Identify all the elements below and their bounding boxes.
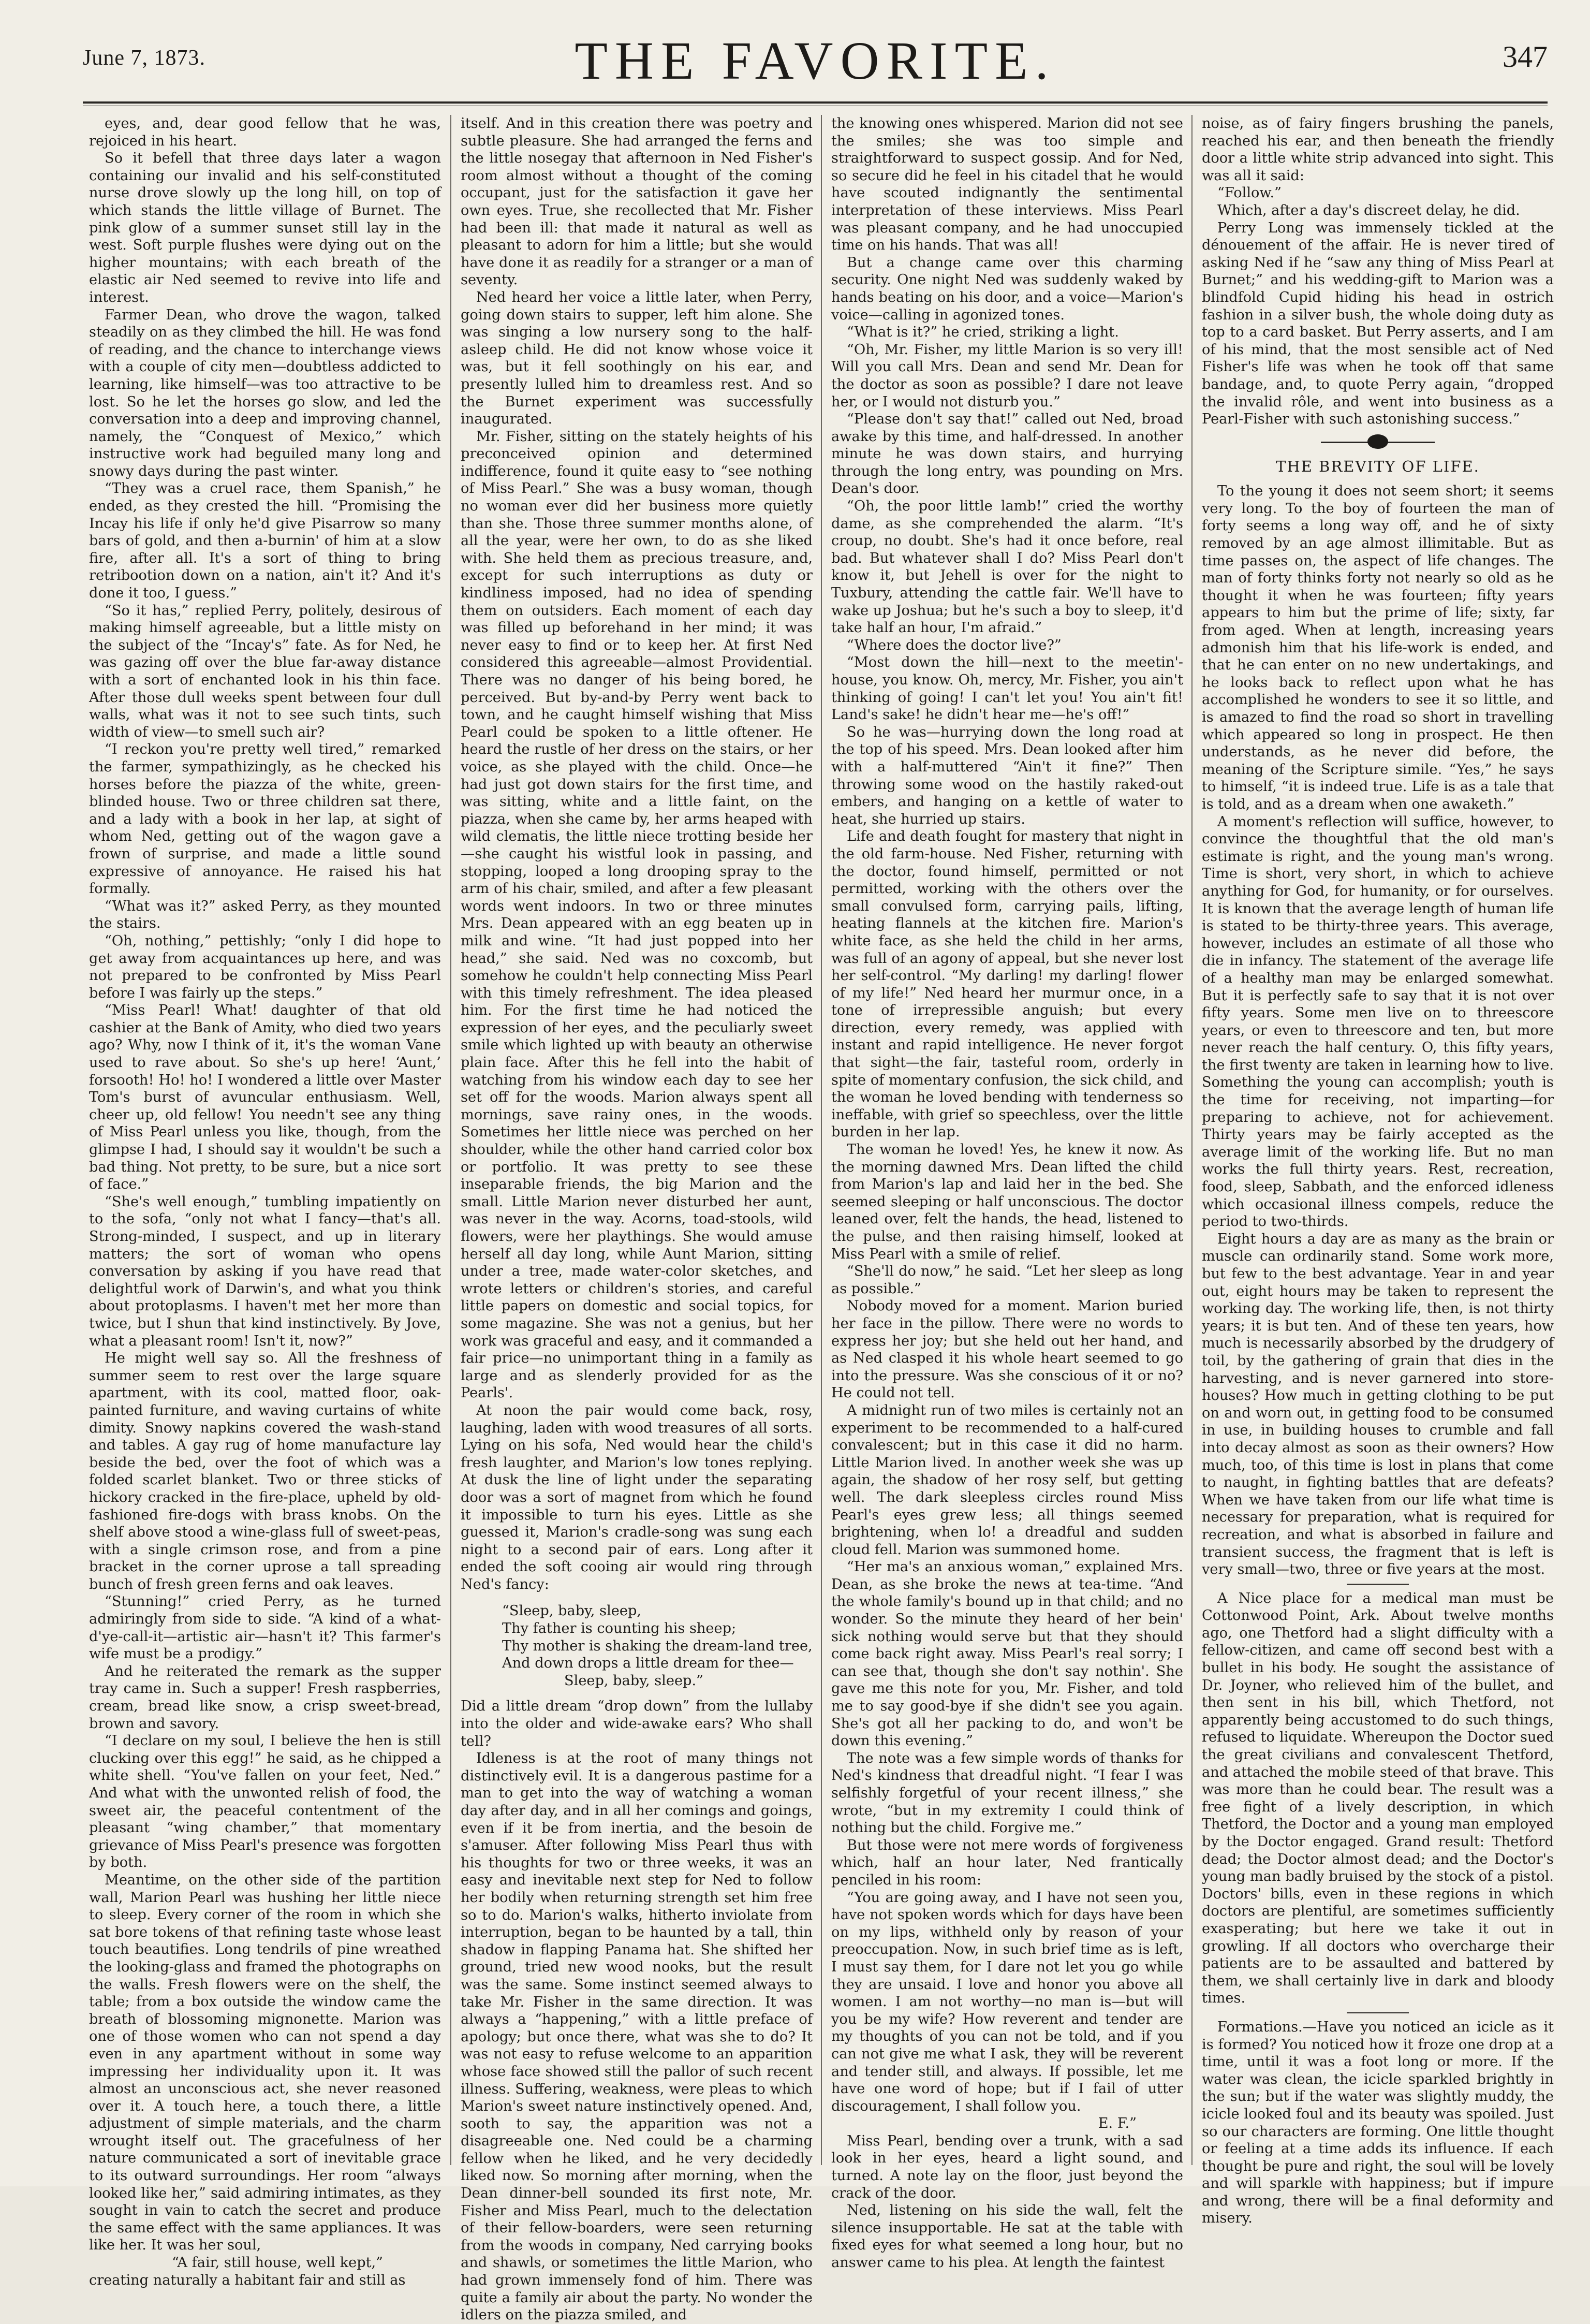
page-header: [83, 21, 1548, 93]
page-number: 347: [1503, 40, 1548, 74]
header-rule: [83, 101, 1548, 104]
paragraph: “Follow.”: [1217, 185, 1282, 201]
paragraph: “Her ma's an anxious woman,” explained Mrs. Dean, as she broke the news at tea-time. “And the whole family's bound up in that child; and no wonder. So the minute they heard of her bein' sick nothing would serve but that they should come back right away. Miss Pearl's real sorry; I can see that, though she don't say nothin'. She gave me this note for you, Mr. Fisher, and told me to say good-bye if she didn't see you again. She's got all her packing to do, and won't be down this evening.”: [831, 1559, 1183, 1749]
paragraph: Perry Long was immensely tickled at the dénouement of the affair. He is never tired of asking Ned if he “saw any thing of Miss Pearl at Burnet;” and his wedding-gift to Marion was a blindfold Cupid hiding his head in ostrich fashion in a silver bush, the whole doing duty as top to a card basket. But Perry asserts, and I am of his mind, that the most sensible act of Ned Fisher's life was when he took off that same bandage, and, to quote Perry again, “dropped the invalid rôle, and went into business as a Pearl-Fisher with such astonishing success.”: [1202, 220, 1554, 428]
letter-text: “You are going away, and I have not seen you, have not spoken words which for days have been on my lips, withheld only by reason of your preoccupation. Now, in such brief time as is left, I must say them, for I dare not let you go while they are unsaid. I love and honor you above all women. I am not worthy—no man is—but will you be my wife? How reverent and tender are my thoughts of you can not be told, and if you can not give me what I ask, they will be reverent and tender still, and always. If possible, let me have one word of hope; but if I fail of utter discouragement, I shall follow you.: [831, 1889, 1183, 2114]
paragraph: creating naturally a habitant fair and still as: [89, 2272, 406, 2288]
column-divider: [450, 115, 451, 2165]
issue-date: June 7, 1873.: [83, 46, 205, 70]
article-title: THE BREVITY OF LIFE.: [1276, 457, 1480, 475]
paragraph: noise, as of fairy fingers brushing the panels, reached his ear, and then beneath the friendly door a little white strip advanced into sight. This was all it said:: [1202, 115, 1554, 184]
paragraph: Ned, listening on his side the wall, felt the silence insupportable. He sat at the table with fixed eyes for what seemed a long hour, but no answer came to his plea. At length the faintest: [831, 2202, 1183, 2271]
letter-signature: E. F.”: [1098, 2115, 1137, 2132]
paragraph: “They was a cruel race, them Spanish,” he ended, as they crested the hill. “Promising the Incay his life if only he'd give Pisarrow so many bars of gold, and then a-burnin' of him at a slow fire, after all. It's a sort of thing to bring retribootion down on a nation, ain't it? And it's done it too, I guess.”: [89, 480, 441, 602]
column-divider: [821, 115, 822, 2165]
paragraph: Farmer Dean, who drove the wagon, talked steadily on as they climbed the hill. He was fond of reading, and the chance to interchange views with a couple of city men—doubtless addicted to learning, like himself—was too attractive to be lost. So he let the horses go slow, and led the conversation into a deep and improving channel, namely, the “Conquest of Mexico,” which instructive work had beguiled many long and snowy days during the past winter.: [89, 306, 441, 479]
paragraph: “So it has,” replied Perry, politely, desirous of making himself agreeable, but a little misty on the subject of the “Incay's” fate. As for Ned, he was gazing off over the blue far-away distance with a sort of enchanted look in his thin face. After those dull weeks spent between four dull walls, what was it not to see such tints, such width of view—to smell such air?: [89, 602, 441, 740]
paragraph: “Where does the doctor live?”: [847, 637, 1062, 653]
paragraph: At noon the pair would come back, rosy, laughing, laden with wood treasures of all sorts. Lying on his sofa, Ned would hear the child's fresh laughter, and Marion's low tones replying. At dusk the line of light under the separating door was a sort of magnet from which he found it impossible to turn his eyes. Little as she guessed it, Marion's cradle-song was sung each night to a second pair of ears. Long after it ended the soft cooing air would ring through Ned's fancy:: [461, 1402, 813, 1592]
paragraph: “Most down the hill—next to the meetin'-house, you know. Oh, mercy, Mr. Fisher, you ain't thinking of going! I can't let you! You ain't fit! Land's sake! he didn't hear me—he's off!”: [831, 654, 1183, 723]
paragraph: “I declare on my soul, I believe the hen is still clucking over this egg!” he said, as he chipped a white shell. “You've fallen on your feet, Ned.” And what with the unwonted relish of food, the sweet air, the peaceful contentment of the pleasant “wing chamber,” that momentary grievance of Miss Pearl's presence was forgotten by both.: [89, 1733, 441, 1871]
item-divider: [1202, 1578, 1554, 1590]
paragraph: “Miss Pearl! What! daughter of that old cashier at the Bank of Amity, who died two years ago? Why, now I think of it, it's the woman Vane used to rave about. So she's up here! ‘Aunt,’ forsooth! Ho! ho! I wondered a little over Master Tom's burst of avuncular enthusiasm. Well, cheer up, old fellow! You needn't see any thing of Miss Pearl unless you like, though, from the glimpse I had, I should say it wouldn't be such a bad thing. Not pretty, to be sure, but a nice sort of face.”: [89, 1002, 441, 1193]
paragraph: To the young it does not seem short; it seems very long. To the boy of fourteen the man of forty seems a long way off, and he of sixty removed by an age almost illimitable. But as time passes on, the aspect of life changes. The man of forty thinks forty not nearly so old as he thought it when he was fourteen; fifty years appears to him but the prime of life; sixty, far from aged. When at length, increasing years admonish him that his life-work is ended, and that he can enter on no new undertakings, and he looks back to reflect upon what he has accomplished he wonders to see it so little, and is amazed to find the road so short in travelling which appeared so long in prospect. He then understands, as he never did before, the meaning of the Scripture simile. “Yes,” he says to himself, “it is indeed true. Life is as a tale that is told, and as a dream when one awaketh.”: [1202, 483, 1554, 812]
paragraph: So it befell that three days later a wagon containing our invalid and his self-constituted nurse drove slowly up the long hill, on top of which stands the little village of Burnet. The pink glow of a summer sunset still lay in the west. Soft purple flushes were dying out on the higher mountains; with each breath of the elastic air Ned seemed to revive into life and interest.: [89, 150, 441, 305]
lullaby-refrain: Sleep, baby, sleep.”: [564, 1672, 704, 1689]
news-item: Formations.—Have you noticed an icicle as it is formed? You noticed how it froze one drop at a time, until it was a foot long or more. If the water was clean, the icicle sparkled brightly in the sun; but if the water was slightly muddy, the icicle looked foul and its beauty was spoiled. Just so our characters are forming. One little thought or feeling at a time adds its influence. If each thought be pure and right, the soul will be lovely and will sparkle with happiness; but if impure and wrong, there will be a final deformity and misery.: [1202, 2019, 1554, 2227]
paragraph: He might well say so. All the freshness of summer seem to rest over the large square apartment, with its cool, matted floor, oak-painted furniture, and waving curtains of white dimity. Snowy napkins covered the wash-stand and tables. A gay rug of home manufacture lay beside the bed, over the foot of which was a folded scarlet blanket. Two or three sticks of hickory cracked in the fire-place, upheld by old-fashioned fire-dogs with brass knobs. On the shelf above stood a wine-glass full of sweet-peas, with a single crimson rose, and from a pine bracket in the corner uprose a tall spreading bunch of fresh green ferns and oak leaves.: [89, 1350, 441, 1592]
section-ornament: [1202, 428, 1554, 456]
paragraph: And he reiterated the remark as the supper tray came in. Such a supper! Fresh raspberries, cream, bread like snow, a crisp sweet-bread, brown and savory.: [89, 1663, 441, 1732]
paragraph: “Stunning!” cried Perry, as he turned admiringly from side to side. “A kind of a what-d'ye-call-it—artistic air—hasn't it? This farmer's wife must be a prodigy.”: [89, 1594, 441, 1662]
paragraph: So he was—hurrying down the long road at the top of his speed. Mrs. Dean looked after him with a half-muttered “Ain't it fine?” Then throwing some wood on the hastily raked-out embers, and hanging on a kettle of water to heat, she hurried up stairs.: [831, 724, 1183, 827]
paragraph: Idleness is at the root of many things not distinctively evil. It is a dangerous pastime for a man to get into the way of watching a woman day after day, and in all her comings and goings, even if it be from inertia, and the besoin de s'amuser. After following Miss Pearl thus with his thoughts for two or three weeks, it was an easy and inevitable next step for Ned to follow her bodily when returning strength set him free so to do. Marion's walks, hitherto inviolate from interruption, began to be haunted by a tall, thin shadow in flapping Panama hat. She shifted her ground, tried new wood nooks, but the result was the same. Some instinct seemed always to take Mr. Fisher in the same direction. It was always a “happening,” with a little preface of apology; but once there, what was she to do? It was not easy to refuse welcome to an apparition whose face showed still the pallor of such recent illness. Suffering, weakness, were pleas to which Marion's sweet nature instinctively opened. And, sooth to say, the apparition was not a disagreeable one. Ned could be a charming fellow when he liked, and he very decidedly liked now. So morning after morning, when the Dean dinner-bell sounded its first note, Mr. Fisher and Miss Pearl, much to the delectation of their fellow-boarders, were seen returning from the woods in company, Ned carrying books and shawls, or sometimes the little Marion, who had grown immensely fond of him. There was quite a family air about the party. No wonder the idlers on the piazza smiled, and: [461, 1750, 813, 2323]
lullaby-verse: “Sleep, baby, sleep, Thy father is counting his sheep; Thy mother is shaking the dream-land tree, And down drops a little dream for thee—: [502, 1603, 813, 1672]
paragraph: “I reckon you're pretty well tired,” remarked the farmer, sympathizingly, as he checked his horses before the piazza of the white, green-blinded house. Two or three children sat there, and a lady with a book in her lap, at sight of whom Ned, getting out of the wagon gave a frown of surprise, and made a little sound expressive of annoyance. He raised his hat formally.: [89, 741, 441, 897]
paragraph: Meantime, on the other side of the partition wall, Marion Pearl was hushing her little niece to sleep. Every corner of the room in which she sat bore tokens of that refining taste whose least touch beautifies. Long tendrils of pine wreathed the looking-glass and framed the photographs on the walls. Fresh flowers were on the shelf, the table; from a box outside the window came the breath of blossoming mignonette. Marion was one of those women who can not spend a day even in any apartment without in some way impressing her individuality upon it. It was almost an unconscious act, she never reasoned over it. A touch here, a touch there, a little adjustment of simple materials, and the charm wrought itself out. The gracefulness of her nature communicated a sort of inevitable grace to its outward surroundings. Her room “always looked like her,” said admiring intimates, as they sought in vain to catch the secret and produce the same effect with the same appliances. It was like her. It was her soul,: [89, 1872, 441, 2254]
paragraph: itself. And in this creation there was poetry and subtle pleasure. She had arranged the ferns and the little nosegay that afternoon in Ned Fisher's room almost without a thought of the coming occupant, just for the satisfaction it gave her own eyes. True, she recollected that Mr. Fisher had been ill: that made it natural as well as pleasant to adorn for him a little; but she would have done it as readily for a stranger or a man of seventy.: [461, 115, 813, 288]
quotation-line: “A fair, still house, well kept,”: [172, 2255, 384, 2271]
paragraph: eyes, and, dear good fellow that he was, rejoiced in his heart.: [89, 115, 441, 149]
paragraph: The note was a few simple words of thanks for Ned's kindness that dreadful night. “I fear I was selfishly forgetful of your recent illness,” she wrote, “but in my extremity I could think of nothing but the child. Forgive me.”: [831, 1750, 1183, 1836]
news-item: A Nice place for a medical man must be Cottonwood Point, Ark. About twelve months ago, one Thetford had a slight difficulty with a fellow-citizen, and came off second best with a bullet in his body. He sought the assistance of Dr. Joyner, who relieved him of the bullet, and then sent in his bill, which Thetford, not apparently being accustomed to do such things, refused to liquidate. Whereupon the Doctor sued the great civilians and convalescent Thetford, and attached the mobile steed of that brave. This was more than he could bear. The result was a free fight of a lively description, in which Thetford, the Doctor and a young man employed by the Doctor engaged. Grand result: Thetford dead; the Doctor almost dead; and the Doctor's young man badly bruised by the stock of a pistol. Doctors' bills, even in these regions in which doctors are plentiful, are sometimes sufficiently exasperating; but here we take it out in growling. If all doctors who overcharge their patients are to be assaulted and battered by them, we shall certainly live in dark and bloody times.: [1202, 1590, 1554, 2007]
paragraph: Eight hours a day are as many as the brain or muscle can ordinarily stand. Some work more, but few to the best advantage. Year in and year out, eight hours may be taken to represent the working day. The working life, then, is not thirty years; it is but ten. And of these ten years, how much is necessarily absorbed by the drudgery of toil, by the gathering of grain that dies in the harvesting, and is never garnered into store-houses? How much in getting clothing to be put on and worn out, in getting food to be consumed in use, in building houses to crumble and fall into decay almost as soon as their owners? How much, too, of this time is lost in plans that come to naught, in fighting battles that are defeats? When we have taken from our life what time is necessary for preparation, what is required for recreation, and what is absorbed in failure and transient success, the fragment that is left is very small—two, three or five years at the most.: [1202, 1231, 1554, 1578]
paragraph: But those were not mere words of forgiveness which, half an hour later, Ned frantically penciled in his room:: [831, 1837, 1183, 1888]
paragraph: Life and death fought for mastery that night in the old farm-house. Ned Fisher, returning with the doctor, found himself, permitted or not permitted, working with the others over the small convulsed form, carrying pails, lifting, heating flannels at the kitchen fire. Marion's white face, as she held the child in her arms, was full of an agony of appeal, but she never lost her self-control. “My darling! my darling! flower of my life!” Ned heard her murmur once, in a tone of irrepressible anguish; but every direction, every remedy, was applied with instant and rapid intelligence. He never forgot that sight—the fair, tasteful room, orderly in spite of momentary confusion, the sick child, and the woman he loved bending with tenderness so ineffable, with grief so speechless, over the little burden in her lap.: [831, 828, 1183, 1141]
paragraph: Which, after a day's discreet delay, he did.: [1217, 202, 1520, 218]
paragraph: “She's well enough,” tumbling impatiently on to the sofa, “only not what I fancy—that's all. Strong-minded, I suspect, and up in literary matters; the sort of woman who opens conversation by asking if you have read that delightful work of Darwin's, and what you think about protoplasms. I haven't met her more than twice, but I shun that kind instinctively. By Jove, what a pleasant room! Isn't it, now?”: [89, 1193, 441, 1349]
paragraph: “Oh, Mr. Fisher, my little Marion is so very ill! Will you call Mrs. Dean and send Mr. Dean for the doctor as soon as possible? I dare not leave her, or I would not disturb you.”: [831, 341, 1183, 410]
masthead-title: THE FAVORITE.: [575, 31, 1056, 91]
paragraph: “Oh, nothing,” pettishly; “only I did hope to get away from acquaintances up here, and was not prepared to be confronted by Miss Pearl before I was fairly up the steps.”: [89, 932, 441, 1001]
item-divider: [1202, 2007, 1554, 2019]
column-3: [831, 115, 1183, 2271]
column-2: [461, 115, 813, 2323]
paragraph: But a change came over this charming security. One night Ned was suddenly waked by hands beating on his door, and a voice—Marion's voice—calling in agonized tones.: [831, 254, 1183, 323]
column-divider: [1191, 115, 1192, 2165]
paragraph: “Oh, the poor little lamb!” cried the worthy dame, as she comprehended the alarm. “It's croup, no doubt. She's had it once before, real bad. But whatever shall I do? Miss Pearl don't know it, but Jehell is over for the night to Tuxbury, attending the cattle fair. We'll have to wake up Joshua; but he's such a boy to sleep, it'd take half an hour, I'm afraid.”: [831, 498, 1183, 636]
paragraph: Did a little dream “drop down” from the lullaby into the older and wide-awake ears? Who shall tell?: [461, 1698, 813, 1749]
paragraph: Miss Pearl, bending over a trunk, with a sad look in her eyes, heard a light sound, and turned. A note lay on the floor, just beyond the crack of the door.: [831, 2132, 1183, 2201]
paragraph: Nobody moved for a moment. Marion buried her face in the pillow. There were no words to express her joy; but she held out her hand, and as Ned clasped it his whole heart seemed to go into the pressure. Was she conscious of it or no? He could not tell.: [831, 1298, 1183, 1401]
paragraph: A moment's reflection will suffice, however, to convince the thoughtful that the old man's estimate is right, and the young man's wrong. Time is short, very short, in which to achieve anything for God, for humanity, or for ourselves. It is known that the average length of human life is stated to be thirty-three years. This average, however, includes an estimate of all those who die in infancy. The statement of the average life of a healthy man may be enlarged somewhat. But it is perfectly safe to say that it is not over fifty years. Some men live on to threescore years, or even to threescore and ten, but more never reach the half century. O, this fifty years, the first twenty are taken in learning how to live. Something the young can accomplish; youth is the time for receiving, not imparting—for preparing to achieve, not for achievement. Thirty years may be fairly accepted as the average limit of the working life. But no man works the full thirty years. Rest, recreation, food, sleep, Sabbath, and the enforced idleness which occasional illness compels, reduce the period to two-thirds.: [1202, 813, 1554, 1230]
paragraph: “She'll do now,” he said. “Let her sleep as long as possible.”: [831, 1263, 1183, 1297]
paragraph: A midnight run of two miles is certainly not an experiment to be recommended to a half-cured convalescent; but in this case it did no harm. Little Marion lived. In another week she was up again, the shadow of her rosy self, but getting well. The dark sleepless circles round Miss Pearl's eyes grew less; all things seemed brightening, when lo! a dreadful and sudden cloud fell. Marion was summoned home.: [831, 1402, 1183, 1558]
paragraph: the knowing ones whispered. Marion did not see the smiles; she was too simple and straightforward to suspect gossip. And for Ned, so secure did he feel in his citadel that he would have scouted indignantly the sentimental interpretation of these interviews. Miss Pearl was pleasant company, and he had unoccupied time on his hands. That was all!: [831, 115, 1183, 254]
paragraph: Ned heard her voice a little later, when Perry, going down stairs to supper, left him alone. She was singing a low nursery song to the half-asleep child. He did not know whose voice it was, but it fell soothingly on his ear, and presently lulled him to dreamless rest. And so the Burnet experiment was successfully inaugurated.: [461, 289, 813, 428]
paragraph: “What is it?” he cried, striking a light.: [847, 324, 1119, 341]
paragraph: “Please don't say that!” called out Ned, broad awake by this time, and half-dressed. In another minute he was down stairs, and hurrying through the long entry, was pounding on Mrs. Dean's door.: [831, 411, 1183, 497]
column-4: [1202, 115, 1554, 2227]
paragraph: “What was it?” asked Perry, as they mounted the stairs.: [89, 898, 441, 932]
paragraph: The woman he loved! Yes, he knew it now. As the morning dawned Mrs. Dean lifted the child from Marion's lap and laid her in the bed. She seemed sleeping or half unconscious. The doctor leaned over, felt the hands, the head, listened to the pulse, and then raising himself, looked at Miss Pearl with a smile of relief.: [831, 1142, 1183, 1262]
column-1: [89, 115, 441, 2288]
paragraph: Mr. Fisher, sitting on the stately heights of his preconceived opinion and determined indifference, found it quite easy to “see nothing of Miss Pearl.” She was a busy woman, though no woman ever did her business more quietly than she. Those three summer months alone, of all the year, were her own, to do as she liked with. She held them as precious treasure, and, except for such interruptions as duty or kindliness imposed, had no idea of spending them on outsiders. Each moment of each day was filled up beforehand in her mind; it was never easy to find or to keep her. At first Ned considered this agreeable—almost Providential. There was no danger of his being bored, he perceived. But by-and-by Perry went back to town, and he caught himself wishing that Miss Pearl could be spoken to a little oftener. He heard the rustle of her dress on the stairs, or her voice, as she played with the child. Once—he had just got down stairs for the first time, and was sitting, white and a little faint, on the piazza, when she came by, her arms heaped with wild clematis, the little niece trotting beside her—she caught his wistful look in passing, and stopping, looped a long drooping spray to the arm of his chair, smiled, and after a few pleasant words went indoors. In two or three minutes Mrs. Dean appeared with an egg beaten up in milk and wine. “It had just popped into her head,” she said. Ned was no coxcomb, but somehow he couldn't help connecting Miss Pearl with this timely refreshment. The idea pleased him. For the first time he had noticed the expression of her eyes, and the peculiarly sweet smile which lighted up with beauty an otherwise plain face. After this he fell into the habit of watching from his window each day to see her set off for the woods. Marion always spent all mornings, save rainy ones, in the woods. Sometimes her little niece was perched on her shoulder, while the other hand carried color box or portfolio. It was pretty to see these inseparable friends, the big Marion and the small. Little Marion never disturbed her aunt, was never in the way. Acorns, toad-stools, wild flowers, were her playthings. She would amuse herself all day long, while Aunt Marion, sitting under a tree, made water-color sketches, and wrote letters or children's stories, and careful little papers on domestic and social topics, for some magazine. She was not a genius, but her work was graceful and easy, and it commanded a fair price—no unimportant thing in a family as large and as slenderly provided for as the Pearls'.: [461, 428, 813, 1401]
